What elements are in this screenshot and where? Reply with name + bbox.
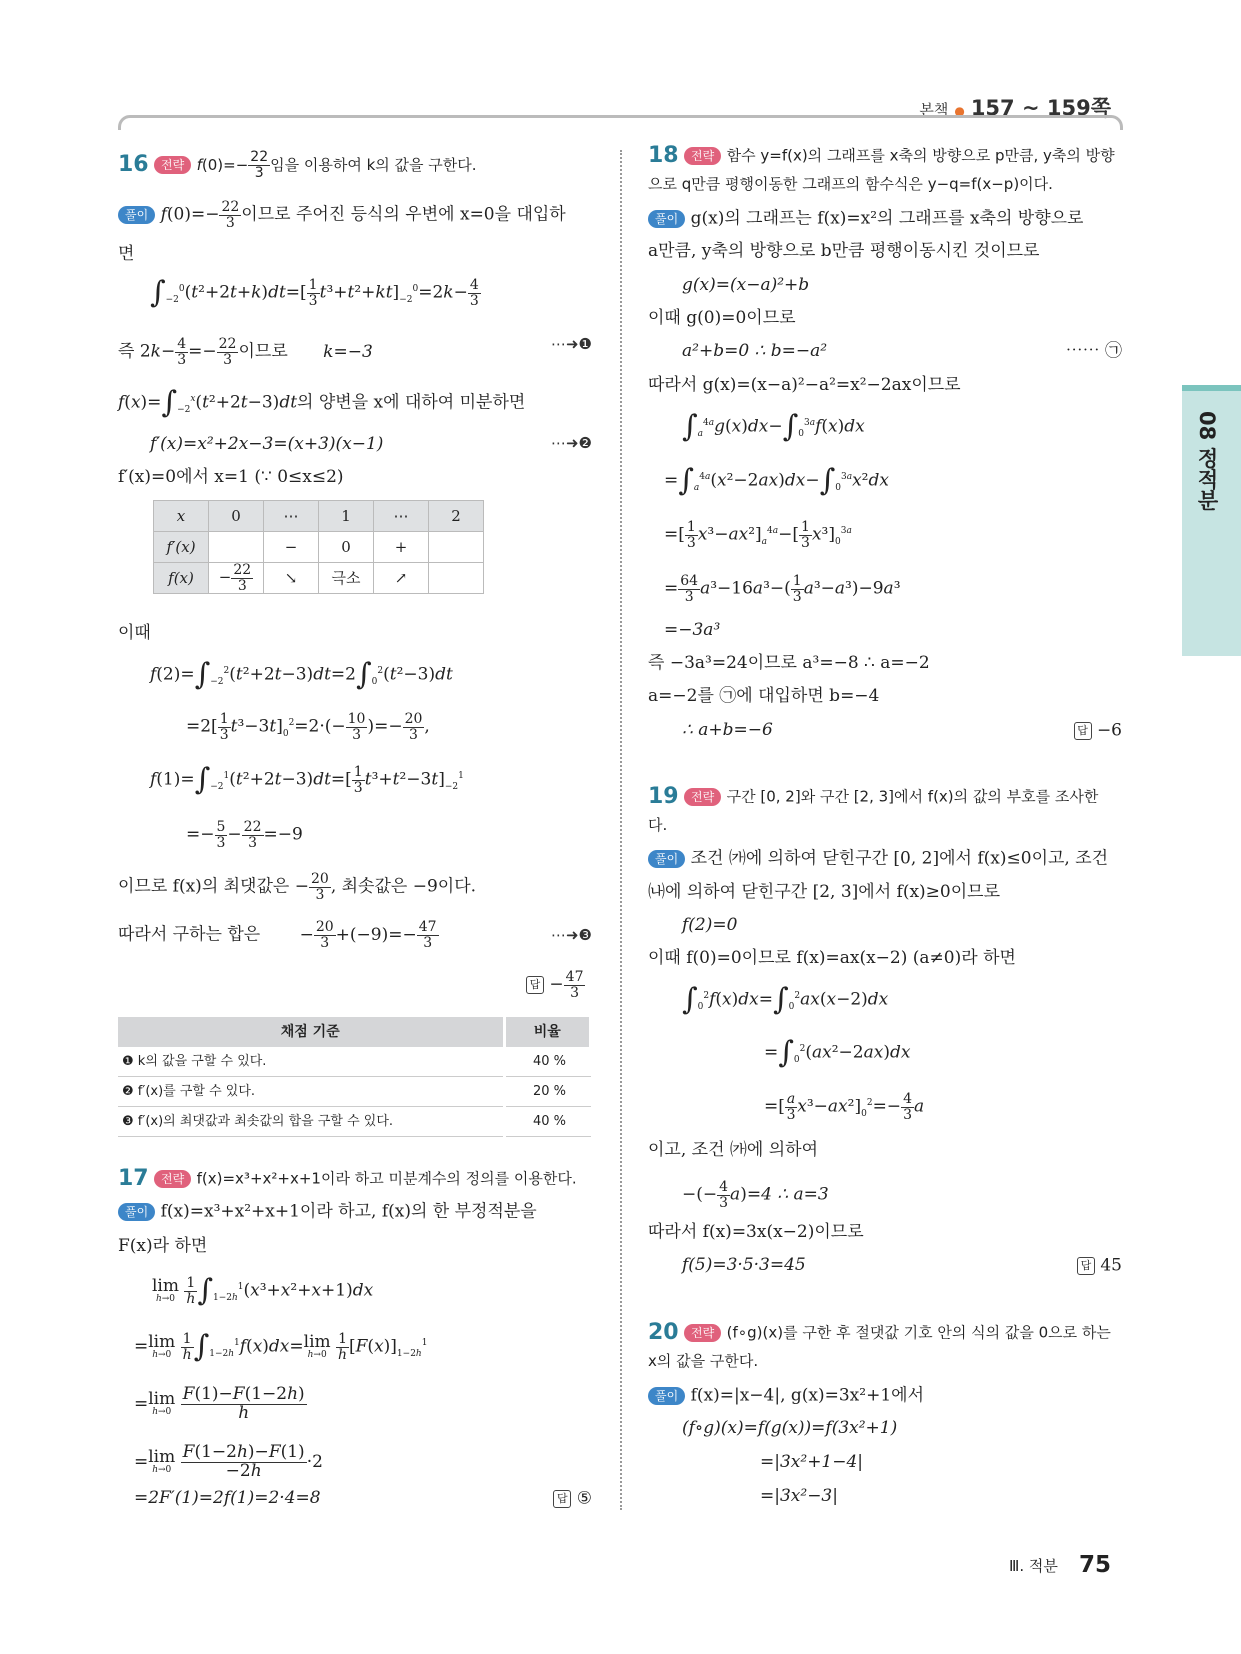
solution-text: 조건 ㈎에 의하여 닫힌구간 [0, 2]에서 f(x)≤0이고, 조건	[690, 848, 1109, 869]
unit-label: Ⅲ. 적분	[1009, 1556, 1058, 1575]
table-cell	[429, 532, 484, 563]
equation: =lim h→0 $\frac{F(1-2h)-F(1)}{-2h}$ ·2	[134, 1442, 323, 1481]
solution-text: 따라서 구하는 합은 − $\frac{20}{3}$ +(−9)=− $\frac{47}{3}$ ⋯➜❸	[118, 919, 592, 951]
table-row	[154, 501, 484, 532]
table-cell: 40 %	[504, 1047, 591, 1077]
table-cell: ⋯	[264, 501, 319, 532]
solution-badge: 풀이	[648, 1387, 685, 1405]
strategy-badge: 전략	[684, 1324, 721, 1342]
hint-text: 으로 q만큼 평행이동한 그래프의 함수식은 y−q=f(x−p)이다.	[648, 175, 1053, 193]
solution-text	[682, 343, 1122, 360]
table-cell: 40 %	[504, 1107, 591, 1137]
strategy-badge: 전략	[684, 147, 721, 165]
table-cell: f(x)	[154, 563, 209, 594]
equation: $\int_{-2}^0(t^2+2t+k)dt=$[ $\frac{1}{3}$ $t^3+t^2+kt]_{-2}^0=2k-$ $\frac{4}{3}$	[150, 275, 479, 311]
solution-text: 이때 g(0)=0이므로	[648, 308, 796, 328]
solution-text: 이때 f(0)=0이므로 f(x)=ax(x−2) (a≠0)라 하면	[648, 948, 1016, 968]
sign-table	[153, 500, 484, 594]
strategy-badge: 전략	[154, 1170, 191, 1188]
solution-text: 의 양변을 x에 대하여 미분하면	[297, 392, 526, 413]
solution-text: g(x)=(x−a)²+b	[682, 275, 810, 295]
bullet-icon: ●	[954, 104, 965, 118]
table-cell: ↘	[264, 563, 319, 594]
solution-text	[682, 722, 1122, 739]
solution-text: f′(x)=0에서 x=1 (∵ 0≤x≤2)	[118, 467, 344, 487]
solution-text: 이므로 f(x)의 최댓값은	[118, 876, 290, 897]
solution-text	[682, 1257, 1122, 1274]
problem-number: 17	[118, 1166, 149, 1191]
table-cell: 극소	[319, 563, 374, 594]
solution-text: a=−2를 ㉠에 대입하면 b=−4	[648, 686, 880, 706]
solution-text: a²+b=0 ∴ b=−a²	[682, 341, 828, 361]
hint-text: f(x)=x³+x²+x+1이라 하고 미분계수의 정의를 이용한다.	[196, 1169, 577, 1188]
problem-16-hint: 16 전략 f(0)=− $\frac{22}{3}$ 임을 이용하여 k의 값을 구한다.	[118, 149, 477, 181]
hint-text: x의 값을 구한다.	[648, 1352, 759, 1370]
problem-18-solution-line1	[648, 210, 1083, 228]
equation: =[ $\frac{a}{3}$ $x^3-ax^2]_0^2=-$ $\frac{4}{3}$ a	[764, 1091, 925, 1123]
table-row	[154, 563, 484, 594]
equation: f′(x)=x²+2x−3=(x+3)(x−1) ⋯➜❷	[150, 434, 592, 454]
hint-text: 다.	[648, 816, 668, 834]
solution-text: 즉 −3a³=24이므로 a³=−8 ∴ a=−2	[648, 653, 930, 673]
problem-16-solution-line1: 풀이 f(0)=− $\frac{22}{3}$ 이므로 주어진 등식의 우변에 x=0을 대입하	[118, 200, 566, 230]
table-cell: x	[154, 501, 209, 532]
step-marker-2: ❷	[578, 434, 592, 452]
book-label: 본책	[919, 101, 949, 119]
solution-badge: 풀이	[118, 1203, 155, 1221]
solution-text: f′(x)=x²+2x−3=(x+3)(x−1)	[150, 434, 384, 454]
equation: =[ $\frac{1}{3}$ $x^3-ax^2]_a^{4a}-$[ $\frac{1}{3}$ $x^3]_0^{3a}$	[664, 519, 852, 551]
answer: 답 − $\frac{47}{3}$	[526, 970, 585, 1000]
equation: =lim h→0 $\frac{F(1)-F(1-2h)}{h}$	[134, 1384, 305, 1423]
hint-text: 함수 y=f(x)의 그래프를 x축의 방향으로 p만큼, y축의 방향	[726, 146, 1115, 165]
table-cell	[429, 563, 484, 594]
table-row	[118, 1107, 591, 1137]
problem-17-solution-line1	[118, 1203, 537, 1221]
table-row	[118, 1077, 591, 1107]
problem-number: 18	[648, 143, 679, 168]
table-cell: f′(x)	[154, 532, 209, 563]
solution-text: ∴ a+b=−6	[682, 720, 773, 740]
answer-value: −6	[1096, 720, 1122, 741]
answer-icon: 답	[1074, 722, 1092, 740]
solution-text: f(x)=|x−4|, g(x)=3x²+1에서	[690, 1385, 924, 1406]
table-header-row	[118, 1017, 591, 1047]
problem-17-hint	[118, 1168, 577, 1190]
solution-text: , 최솟값은 −9이다.	[330, 876, 477, 897]
table-cell: 2	[429, 501, 484, 532]
equation: $f(1)=\int_{-2}^1(t^2+2t-3)dt=$[ $\frac{1}{3}$ $t^3+t^2-3t]_{-2}^1$	[150, 762, 464, 798]
problem-18-hint	[648, 145, 1115, 167]
equation: =lim h→0 $\frac{1}{h}$ $\int_{1-2h}^1f(x)dx=\lim$ h→0 $\frac{1}{h}$ $[F(x)]_{1-2h}^1$	[134, 1329, 428, 1365]
equation: lim h→0 $\frac{1}{h}$ $\int_{1-2h}^1(x^3+x^2+x+1)dx$	[152, 1273, 374, 1309]
solution-text: 이고, 조건 ㈎에 의하여	[648, 1140, 818, 1160]
table-cell: −	[264, 532, 319, 563]
table-cell: 20 %	[504, 1077, 591, 1107]
table-cell: 0	[319, 532, 374, 563]
solution-text: F(x)라 하면	[118, 1236, 208, 1256]
table-cell: ❶ k의 값을 구할 수 있다.	[118, 1047, 504, 1077]
table-cell: +	[374, 532, 429, 563]
strategy-badge: 전략	[684, 788, 721, 806]
page-range: 157 ~ 159쪽	[970, 96, 1111, 120]
table-row	[118, 1047, 591, 1077]
table-cell: ⋯	[374, 501, 429, 532]
hint-text: (f∘g)(x)를 구한 후 절댓값 기호 안의 식의 값을 0으로 하는	[726, 1323, 1111, 1342]
hint-text: 임을 이용하여 k의 값을 구한다.	[270, 155, 477, 174]
problem-19-hint	[648, 786, 1098, 808]
solution-text: =|3x²−3|	[760, 1486, 838, 1506]
solution-text: =−3a³	[664, 620, 721, 640]
solution-text: =|3x²+1−4|	[760, 1452, 864, 1472]
table-cell: 1	[319, 501, 374, 532]
header-rule	[118, 115, 1123, 130]
solution-text: 이므로 주어진 등식의 우변에 x=0을 대입하	[241, 204, 566, 225]
answer-value: ⑤	[576, 1488, 592, 1509]
table-cell: ❸ f′(x)의 최댓값과 최솟값의 합을 구할 수 있다.	[118, 1107, 504, 1137]
equation: $\int_a^{4a}g(x)dx-\int_0^{3a}f(x)dx$	[682, 409, 865, 444]
step-marker-3: ❸	[578, 926, 592, 944]
solution-text: k=−3	[323, 341, 373, 362]
table-cell: 0	[209, 501, 264, 532]
table-cell: ↗	[374, 563, 429, 594]
table-header: 비율	[504, 1017, 591, 1047]
solution-text: ㈏에 의하여 닫힌구간 [2, 3]에서 f(x)≥0이므로	[648, 882, 1001, 902]
solution-text: 이므로	[238, 341, 288, 362]
hint-text: 구간 [0, 2]와 구간 [2, 3]에서 f(x)의 값의 부호를 조사한	[726, 787, 1099, 806]
solution-text: a만큼, y축의 방향으로 b만큼 평행이동시킨 것이므로	[648, 241, 1040, 261]
column-divider	[620, 150, 622, 1510]
equation: $\int_0^2f(x)dx=\int_0^2ax(x-2)dx$	[682, 982, 889, 1017]
table-cell	[209, 532, 264, 563]
table-header: 채점 기준	[118, 1017, 504, 1047]
solution-text: 따라서 g(x)=(x−a)²−a²=x²−2ax이므로	[648, 375, 961, 395]
table-row	[154, 532, 484, 563]
answer-value: 45	[1100, 1255, 1122, 1276]
chapter-tab-label: 08 정적분	[1195, 411, 1219, 511]
equation: =2[ $\frac{1}{3}$ $t^3-3t]_0^2=2\cdot(-$ $\frac{10}{3}$ )=− $\frac{20}{3}$ ,	[186, 711, 430, 743]
solution-badge: 풀이	[648, 210, 685, 228]
answer-icon: 답	[1077, 1257, 1095, 1275]
problem-number: 16	[118, 152, 149, 178]
solution-badge: 풀이	[118, 206, 155, 224]
equation: $f(x)=\int_{-2}^x(t^2+2t-3)dt$의 양변을 x에 대하여 미분하면	[118, 385, 526, 420]
equation: $f(2)=\int_{-2}^2(t^2+2t-3)dt=2\int_0^2(t^2-3)dt$	[150, 657, 453, 692]
solution-text: 면	[118, 244, 135, 264]
strategy-badge: 전략	[154, 156, 191, 174]
scoring-table	[118, 1017, 592, 1137]
page-number: 75	[1078, 1552, 1111, 1578]
solution-text: 따라서 f(x)=3x(x−2)이므로	[648, 1222, 864, 1242]
equation: = $\frac{64}{3}$ a³−16a³−( $\frac{1}{3}$ a³−a³)−9a³	[664, 573, 901, 605]
chapter-tab[interactable]	[1182, 385, 1241, 656]
solution-text: =2F′(1)=2f(1)=2·4=8	[134, 1488, 321, 1508]
equation: 즉 2k− $\frac{4}{3}$ =− $\frac{22}{3}$ 이므로 k=−3 ⋯➜❶	[118, 335, 592, 368]
solution-text: f(2)=0	[682, 915, 738, 935]
equation-tag: ⋯⋯ ㉠	[1065, 341, 1122, 361]
equation: $=\int_a^{4a}(x^2-2ax)dx-\int_0^{3a}x^2dx$	[664, 463, 889, 498]
solution-text: =4 ∴ a=3	[746, 1184, 829, 1205]
equation	[134, 1490, 592, 1507]
solution-badge: 풀이	[648, 850, 685, 868]
problem-20-solution-line1	[648, 1387, 924, 1405]
problem-number: 20	[648, 1320, 679, 1345]
table-cell: − $\frac{22}{3}$	[209, 563, 264, 594]
problem-20-hint	[648, 1322, 1111, 1344]
answer-sign: −	[549, 974, 564, 995]
solution-text: 따라서 구하는 합은	[118, 924, 261, 945]
page-footer	[1009, 1552, 1111, 1578]
step-marker-1: ❶	[578, 335, 592, 353]
table-cell: ❷ f′(x)를 구할 수 있다.	[118, 1077, 504, 1107]
problem-number: 19	[648, 784, 679, 809]
solution-text: f(x)=x³+x²+x+1이라 하고, f(x)의 한 부정적분을	[160, 1201, 537, 1222]
solution-text: f(5)=3·5·3=45	[682, 1255, 806, 1275]
answer-icon: 답	[526, 976, 544, 994]
solution-text: 이때	[118, 623, 151, 643]
problem-19-solution-line1	[648, 850, 1108, 868]
answer-icon: 답	[553, 1490, 571, 1508]
equation: $=\int_0^2(ax^2-2ax)dx$	[764, 1035, 911, 1070]
solution-text: 이므로 f(x)의 최댓값은 − $\frac{20}{3}$ , 최솟값은 −9이다.	[118, 871, 477, 903]
equation: −(− $\frac{4}{3}$ a)=4 ∴ a=3	[682, 1179, 829, 1211]
equation: =− $\frac{5}{3}$ − $\frac{22}{3}$ =−9	[186, 819, 303, 851]
solution-text: (f∘g)(x)=f(g(x))=f(3x²+1)	[682, 1418, 898, 1438]
solution-text: g(x)의 그래프는 f(x)=x²의 그래프를 x축의 방향으로	[690, 208, 1084, 229]
